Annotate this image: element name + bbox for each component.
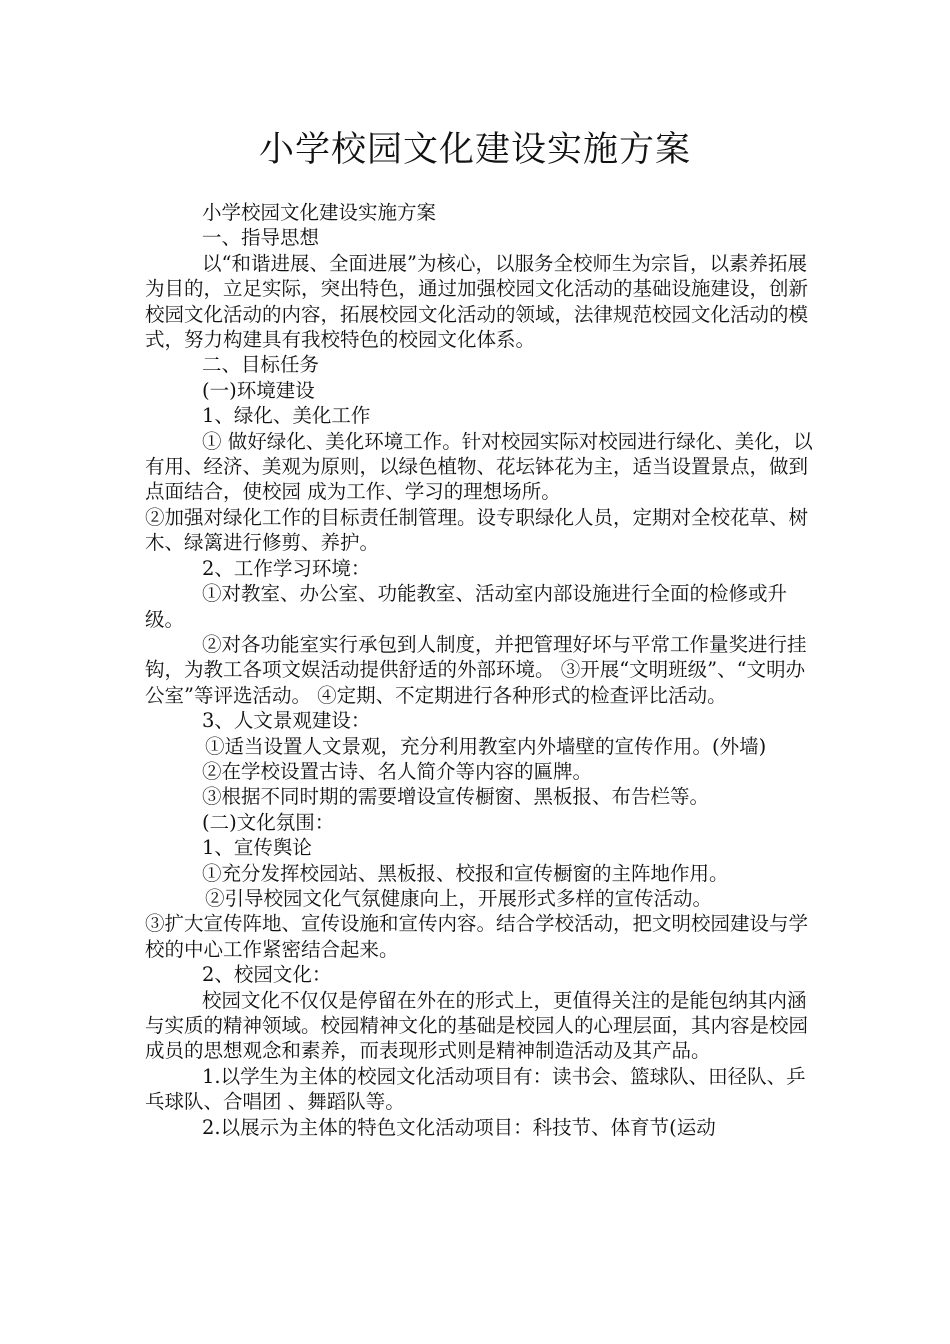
paragraph: 以“和谐进展、全面进展”为核心，以服务全校师生为宗旨，以素养拓展为目的，立足实际，突出特色，通过加强校园文化活动的基础设施建设，创新校园文化活动的内容，拓展校园文化活动的领域，法律规范校园文化活动的模式，努力构建具有我校特色的校园文化体系。	[145, 251, 809, 352]
document-title: 小学校园文化建设实施方案	[258, 130, 691, 170]
paragraph: (二)文化氛围：	[202, 810, 335, 834]
paragraph: ②对各功能室实行承包到人制度，并把管理好坏与平常工作量奖进行挂钩，为教工各项文娱活动提供舒适的外部环境。 ③开展“文明班级”、“文明办公室”等评选活动。 ④定期、不定期进行各种形式的检查评比活动。	[145, 632, 807, 707]
paragraph: 小学校园文化建设实施方案	[202, 201, 437, 224]
paragraph: ①对教室、办公室、功能教室、活动室内部设施进行全面的检修或升级。	[145, 582, 788, 631]
paragraph: ①适当设置人文景观，充分利用教室内外墙壁的宣传作用。(外墙)	[205, 734, 767, 758]
paragraph: 校园文化不仅仅是停留在外在的形式上，更值得关注的是能包纳其内涵与实质的精神领域。校园精神文化的基础是校园人的心理层面，其内容是校园成员的思想观念和素养，而表现形式则是精神制造活动及其产品。	[145, 988, 809, 1063]
paragraph: ②引导校园文化气氛健康向上，开展形式多样的宣传活动。	[205, 886, 713, 910]
paragraph: 3、人文景观建设：	[202, 709, 371, 733]
paragraph: 2.以展示为主体的特色文化活动项目：科技节、体育节(运动	[202, 1115, 716, 1139]
paragraph: 1.以学生为主体的校园文化活动项目有：读书会、篮球队、田径队、乒乓球队、合唱团 、舞蹈队等。	[145, 1064, 806, 1114]
paragraph: ③扩大宣传阵地、宣传设施和宣传内容。结合学校活动，把文明校园建设与学校的中心工作紧密结合起来。	[145, 912, 809, 961]
paragraph: 二、目标任务	[202, 353, 320, 377]
paragraph: 2、校园文化：	[202, 963, 332, 987]
document-body	[145, 200, 813, 1140]
paragraph: ②加强对绿化工作的目标责任制管理。设专职绿化人员，定期对全校花草、树木、绿篱进行修剪、养护。	[145, 505, 809, 555]
paragraph: ①充分发挥校园站、黑板报、校报和宣传橱窗的主阵地作用。	[202, 861, 729, 885]
paragraph: 一、指导思想	[202, 226, 320, 250]
paragraph: ③根据不同时期的需要增设宣传橱窗、黑板报、布告栏等。	[202, 785, 710, 809]
paragraph: ②在学校设置古诗、名人简介等内容的匾牌。	[202, 759, 593, 783]
paragraph: 1、宣传舆论	[202, 836, 312, 860]
paragraph: 1、绿化、美化工作	[202, 404, 371, 428]
paragraph: (一)环境建设	[202, 378, 315, 402]
paragraph: ① 做好绿化、美化环境工作。针对校园实际对校园进行绿化、美化，以有用、经济、美观为原则，以绿色植物、花坛钵花为主，适当设置景点，做到点面结合，使校园 成为工作、学习的理想场所。	[145, 429, 813, 504]
paragraph: 2、工作学习环境：	[202, 556, 371, 580]
